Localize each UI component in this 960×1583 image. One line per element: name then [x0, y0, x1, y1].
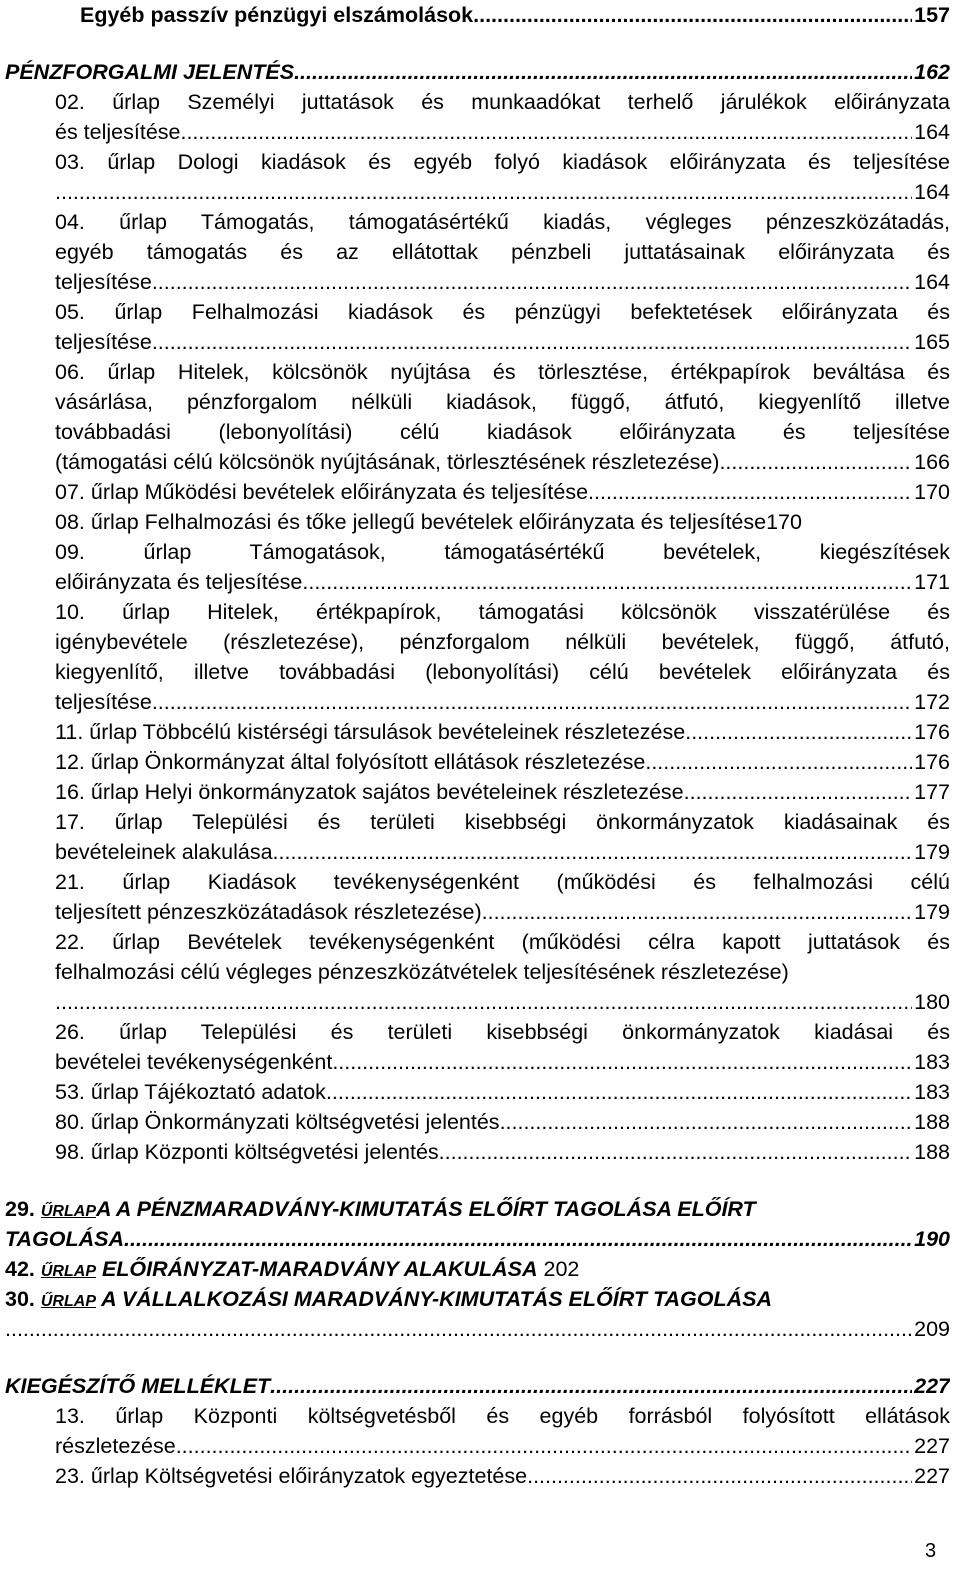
- toc-page-number: 190: [914, 1227, 950, 1251]
- toc-entry-title: teljesített pénzeszközátadások részletezése): [55, 900, 482, 924]
- toc-leader-dots: [685, 717, 912, 747]
- toc-leader-dots: [588, 477, 912, 507]
- toc-heading-part: A VÁLLALKOZÁSI MARADVÁNY-KIMUTATÁS ELŐÍRT TAGOLÁSA: [95, 1287, 772, 1311]
- toc-entry-title: bevételei tevékenységenként: [55, 1050, 333, 1074]
- toc-entry-text: 22. űrlap Bevételek tevékenységenként (működési célra kapott juttatások és: [55, 930, 950, 954]
- toc-page-number: 209: [914, 1317, 950, 1341]
- toc-entry[interactable]: [55, 477, 950, 507]
- toc-leader-dots: [180, 117, 912, 147]
- toc-entry-text: 08. űrlap Felhalmozási és tőke jellegű bevételek előirányzata és teljesítése170: [55, 510, 802, 534]
- toc-entry-title: PÉNZFORGALMI JELENTÉS: [5, 60, 295, 84]
- toc-leader-dots: [482, 897, 912, 927]
- toc-page-number: 183: [914, 1080, 950, 1104]
- toc-entry[interactable]: [55, 687, 950, 717]
- toc-page-number: 176: [914, 750, 950, 774]
- toc-page-number: 176: [914, 720, 950, 744]
- toc-entry-text: 06. űrlap Hitelek, kölcsönök nyújtása és törlesztése, értékpapírok beváltása és: [55, 360, 950, 384]
- toc-page-number: 172: [914, 690, 950, 714]
- page-number: 3: [925, 1540, 937, 1562]
- toc-page-number: 188: [914, 1140, 950, 1164]
- toc-heading-part: 30.: [5, 1287, 41, 1311]
- toc-entry[interactable]: [55, 837, 950, 867]
- toc-page-number: 164: [914, 180, 950, 204]
- toc-entry-title: (támogatási célú kölcsönök nyújtásának, törlesztésének részletezése): [55, 450, 720, 474]
- toc-entry[interactable]: [55, 747, 950, 777]
- toc-entry-text: felhalmozási célú végleges pénzeszközátvételek teljesítésének részletezése): [55, 960, 789, 984]
- toc-entry-title: 98. űrlap Központi költségvetési jelentés: [55, 1140, 439, 1164]
- toc-entry-text: igénybevétele (részletezése), pénzforgalom nélküli bevételek, függő, átfutó,: [55, 630, 950, 654]
- toc-entry[interactable]: [55, 177, 950, 207]
- toc-entry-title: KIEGÉSZÍTŐ MELLÉKLET: [5, 1374, 271, 1398]
- toc-heading-part: 29.: [5, 1197, 41, 1221]
- toc-entry[interactable]: [55, 567, 950, 597]
- toc-page-number: 183: [914, 1050, 950, 1074]
- toc-leader-dots: [332, 1047, 912, 1077]
- toc-entry-text: vásárlása, pénzforgalom nélküli kiadások, függő, átfutó, kiegyenlítő illetve: [55, 390, 950, 414]
- toc-entry[interactable]: [5, 57, 950, 87]
- toc-entry-text: 05. űrlap Felhalmozási kiadások és pénzügyi befektetések előirányzata és: [55, 300, 950, 324]
- toc-page-number: 162: [914, 60, 950, 84]
- toc-leader-dots: [684, 777, 913, 807]
- toc-entry-text: kiegyenlítő, illetve továbbadási (lebonyolítási) célú bevételek előirányzata és: [55, 660, 950, 684]
- toc-entry-title: teljesítése: [55, 690, 152, 714]
- toc-leader-dots: [176, 1431, 912, 1461]
- toc-entry-title: bevételeinek alakulása: [55, 840, 273, 864]
- toc-page-number: 165: [914, 330, 950, 354]
- toc-page-number: 170: [914, 480, 950, 504]
- toc-entry[interactable]: [80, 0, 950, 30]
- toc-entry-heading[interactable]: [5, 1284, 950, 1314]
- toc-leader-dots: [152, 327, 912, 357]
- toc-entry[interactable]: [55, 267, 950, 297]
- toc-leader-dots: [500, 1107, 913, 1137]
- toc-page-number: 157: [914, 3, 950, 27]
- toc-entry-text: egyéb támogatás és az ellátottak pénzbeli juttatásainak előirányzata és: [55, 240, 950, 264]
- toc-entry-heading[interactable]: [5, 1254, 950, 1284]
- toc-heading-part: 202: [537, 1257, 580, 1281]
- toc-page-number: 177: [914, 780, 950, 804]
- toc-leader-dots: [294, 57, 912, 87]
- toc-page-number: 227: [914, 1374, 950, 1398]
- toc-page-number: 180: [914, 990, 950, 1014]
- toc-page-number: 171: [914, 570, 950, 594]
- toc-entry-title: részletezése: [55, 1434, 176, 1458]
- toc-leader-dots: [719, 447, 912, 477]
- toc-entry-text: 26. űrlap Települési és területi kisebbségi önkormányzatok kiadásai és: [55, 1020, 950, 1044]
- toc-entry[interactable]: [55, 327, 950, 357]
- toc-leader-dots: [152, 267, 912, 297]
- toc-entry[interactable]: [55, 777, 950, 807]
- toc-entry-text: 04. űrlap Támogatás, támogatásértékű kiadás, végleges pénzeszközátadás,: [55, 210, 950, 234]
- toc-heading-part: ŰRLAP: [40, 1293, 96, 1310]
- toc-leader-dots: [473, 0, 912, 30]
- toc-heading-part: ŰRLAP: [40, 1263, 96, 1280]
- toc-entry-title: 53. űrlap Tájékoztató adatok: [55, 1080, 326, 1104]
- toc-entry-title: teljesítése: [55, 270, 152, 294]
- toc-leader-dots: [5, 1314, 912, 1344]
- toc-heading-part: ELŐIRÁNYZAT-MARADVÁNY ALAKULÁSA: [95, 1257, 538, 1281]
- toc-leader-dots: [439, 1137, 912, 1167]
- toc-entry-text: 13. űrlap Központi költségvetésből és egyéb forrásból folyósított ellátások: [55, 1404, 950, 1428]
- toc-entry-text: 17. űrlap Települési és területi kisebbségi önkormányzatok kiadásainak és: [55, 810, 950, 834]
- toc-leader-dots: [326, 1077, 912, 1107]
- toc-entry-title: 23. űrlap Költségvetési előirányzatok egyeztetése: [55, 1464, 528, 1488]
- toc-entry[interactable]: [55, 1137, 950, 1167]
- toc-entry-title: 80. űrlap Önkormányzati költségvetési jelentés: [55, 1110, 500, 1134]
- toc-entry[interactable]: [55, 1107, 950, 1137]
- toc-page-number: 164: [914, 270, 950, 294]
- toc-entry[interactable]: [55, 447, 950, 477]
- toc-entry-title: Egyéb passzív pénzügyi elszámolások: [80, 3, 474, 27]
- toc-leader-dots: [152, 687, 912, 717]
- toc-entry-title: előirányzata és teljesítése: [55, 570, 303, 594]
- toc-page-number: 166: [914, 450, 950, 474]
- toc-entry-title: és teljesítése: [55, 120, 181, 144]
- toc-leader-dots: [55, 177, 912, 207]
- toc-page-number: 179: [914, 900, 950, 924]
- toc-entry-text: 09. űrlap Támogatások, támogatásértékű bevételek, kiegészítések: [55, 540, 950, 564]
- toc-entry-heading[interactable]: [5, 1194, 950, 1224]
- toc-entry-text: 03. űrlap Dologi kiadások és egyéb folyó kiadások előirányzata és teljesítése: [55, 150, 950, 174]
- toc-entry[interactable]: [55, 1431, 950, 1461]
- toc-entry[interactable]: [55, 1077, 950, 1107]
- toc-entry-text: 10. űrlap Hitelek, értékpapírok, támogatási kölcsönök visszatérülése és: [55, 600, 950, 624]
- toc-leader-dots: [270, 1371, 912, 1401]
- toc-leader-dots: [527, 1461, 912, 1491]
- toc-page-number: 188: [914, 1110, 950, 1134]
- toc-entry[interactable]: [5, 1224, 950, 1254]
- toc-entry-text: 21. űrlap Kiadások tevékenységenként (működési és felhalmozási célú: [55, 870, 950, 894]
- toc-entry[interactable]: [55, 117, 950, 147]
- toc-entry[interactable]: [55, 1047, 950, 1077]
- toc-entry-text: 02. űrlap Személyi juttatások és munkaadókat terhelő járulékok előirányzata: [55, 90, 950, 114]
- toc-entry[interactable]: [55, 987, 950, 1017]
- toc-entry[interactable]: [5, 1314, 950, 1344]
- toc-entry[interactable]: [55, 1461, 950, 1491]
- toc-entry[interactable]: [55, 897, 950, 927]
- toc-entry-title: teljesítése: [55, 330, 152, 354]
- toc-entry-title: 07. űrlap Működési bevételek előirányzata és teljesítése: [55, 480, 589, 504]
- toc-entry-title: TAGOLÁSA: [5, 1227, 125, 1251]
- toc-entry-title: 11. űrlap Többcélú kistérségi társulások bevételeinek részletezése: [55, 720, 686, 744]
- toc-page-number: 227: [914, 1434, 950, 1458]
- toc-leader-dots: [124, 1224, 912, 1254]
- toc-page-number: 179: [914, 840, 950, 864]
- toc-heading-part: A A PÉNZMARADVÁNY-KIMUTATÁS ELŐÍRT TAGOLÁSA ELŐÍRT: [95, 1197, 756, 1221]
- toc-heading-part: 42.: [5, 1257, 41, 1281]
- toc-page-number: 164: [914, 120, 950, 144]
- toc-leader-dots: [645, 747, 912, 777]
- toc-leader-dots: [273, 837, 913, 867]
- toc-entry[interactable]: [55, 717, 950, 747]
- toc-entry[interactable]: [5, 1371, 950, 1401]
- toc-entry-title: 12. űrlap Önkormányzat által folyósított ellátások részletezése: [55, 750, 646, 774]
- toc-page-number: 227: [914, 1464, 950, 1488]
- toc-leader-dots: [55, 987, 912, 1017]
- toc-entry-title: 16. űrlap Helyi önkormányzatok sajátos bevételeinek részletezése: [55, 780, 684, 804]
- toc-leader-dots: [302, 567, 912, 597]
- toc-entry-text: továbbadási (lebonyolítási) célú kiadások előirányzata és teljesítése: [55, 420, 950, 444]
- toc-heading-part: ŰRLAP: [40, 1203, 96, 1220]
